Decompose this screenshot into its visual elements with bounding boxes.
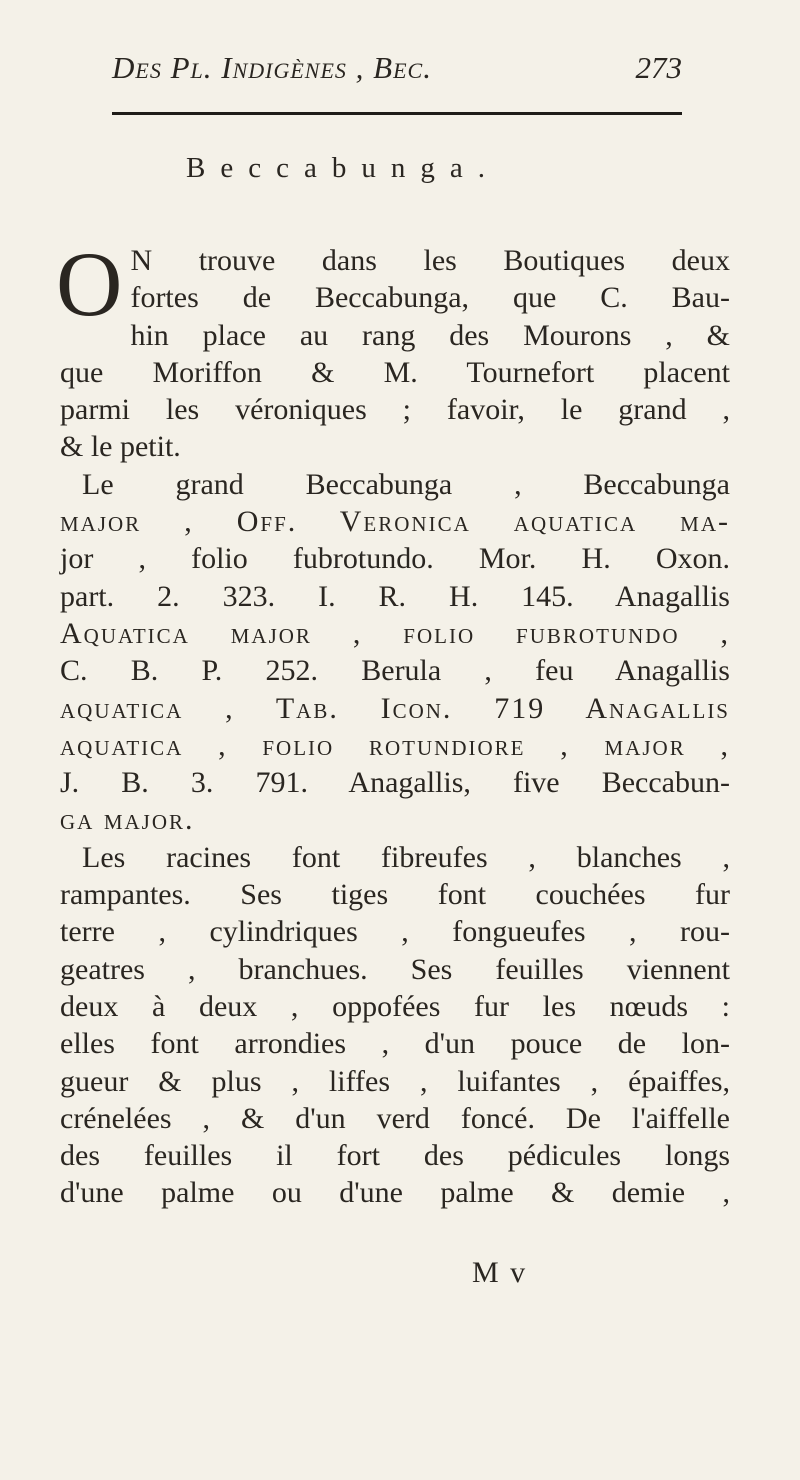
paragraph-2 [60, 466, 730, 839]
text-line: que Moriffon & M. Tournefort placent [60, 355, 730, 389]
text-line: d'une palme ou d'une palme & demie , [60, 1176, 730, 1210]
text-line: N trouve dans les Boutiques deux [130, 244, 730, 277]
header-rule [112, 112, 682, 115]
text-line: rampantes. Ses tiges font couchées fur [60, 878, 730, 912]
body-text [56, 233, 730, 1212]
text-line: & le petit. [60, 430, 181, 464]
text-line: elles font arrondies , d'un pouce de lon- [60, 1027, 730, 1061]
text-line: gueur & plus , liffes , luifantes , épaiffes, [60, 1064, 730, 1098]
text-line: Aquatica major , folio fubrotundo , [60, 616, 730, 650]
drop-cap: O [56, 233, 123, 335]
text-line: crénelées , & d'un verd foncé. De l'aiffelle [60, 1101, 730, 1135]
text-line: aquatica , folio rotundiore , major , [60, 728, 730, 762]
text-line: aquatica , Tab. Icon. 719 Anagallis [60, 691, 730, 725]
section-title: Beccabunga. [186, 152, 500, 184]
text-line: parmi les véroniques ; favoir, le grand , [60, 393, 730, 427]
text-line: deux à deux , oppofées fur les nœuds : [60, 989, 730, 1023]
text-line: Le grand Beccabunga , Beccabunga [82, 467, 730, 501]
signature-mark: M v [472, 1256, 528, 1289]
text-line: hin place au rang des Mourons , & [130, 318, 730, 352]
text-line: J. B. 3. 791. Anagallis, five Beccabun- [60, 766, 730, 800]
text-line: des feuilles il fort des pédicules longs [60, 1139, 730, 1173]
running-title: Des Pl. Indigènes , Bec. [112, 50, 432, 85]
text-line: Les racines font fibreufes , blanches , [82, 840, 730, 874]
paragraph-1 [56, 233, 730, 466]
text-line: part. 2. 323. I. R. H. 145. Anagallis [60, 579, 730, 613]
text-line: terre , cylindriques , fongueufes , rou- [60, 915, 730, 949]
text-line: fortes de Beccabunga, que C. Bau- [130, 281, 730, 315]
paragraph-3 [60, 839, 730, 1212]
text-line: major , Off. Veronica aquatica ma- [60, 505, 730, 539]
text-line: geatres , branchues. Ses feuilles viennent [60, 952, 730, 986]
text-line: jor , folio fubrotundo. Mor. H. Oxon. [60, 542, 730, 576]
text-line: ga major. [60, 803, 195, 837]
page-number: 273 [635, 50, 682, 85]
running-header [112, 50, 682, 90]
text-line: C. B. P. 252. Berula , feu Anagallis [60, 654, 730, 688]
